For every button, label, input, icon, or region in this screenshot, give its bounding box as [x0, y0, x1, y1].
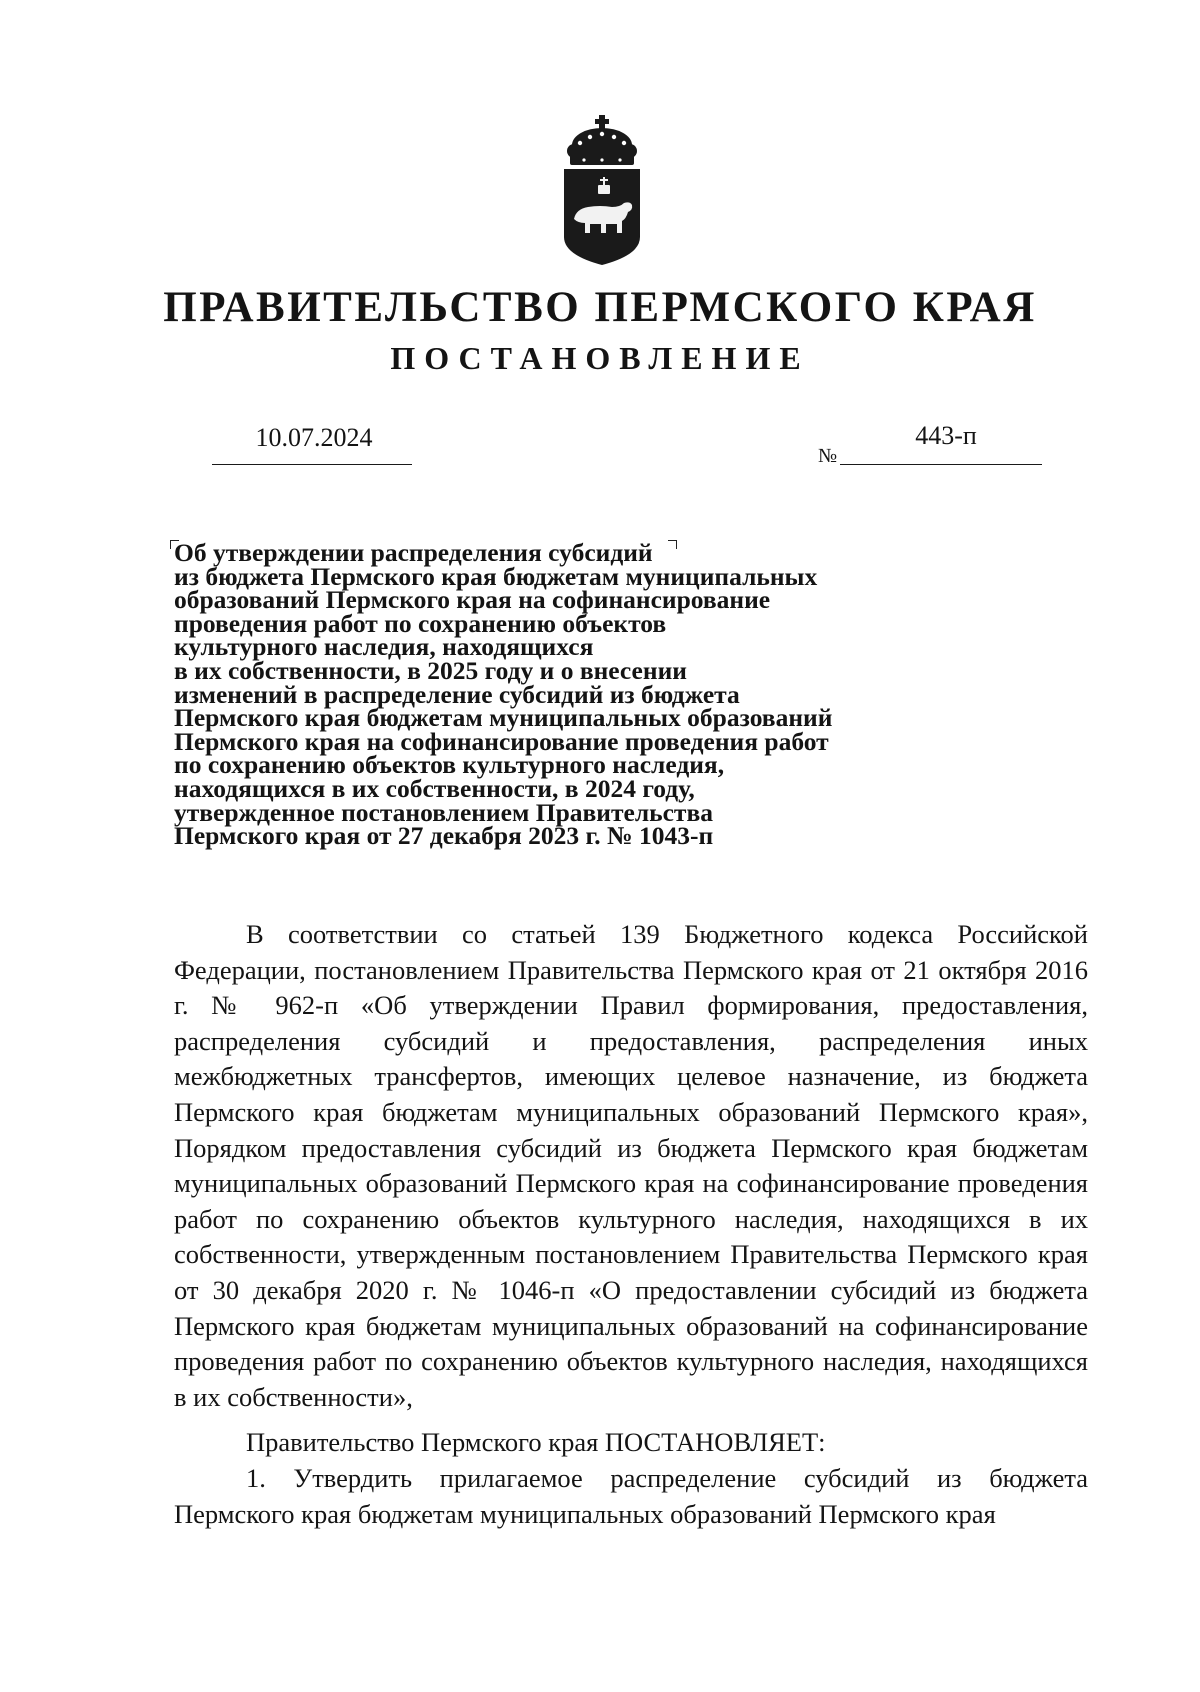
subject-line: изменений в распределение субсидий из бюджета: [174, 679, 740, 709]
subject-line: проведения работ по сохранению объектов: [174, 608, 667, 638]
organization-title: ПРАВИТЕЛЬСТВО ПЕРМСКОГО КРАЯ: [163, 284, 1037, 331]
subject-line: из бюджета Пермского края бюджетам муниципальных: [174, 561, 818, 591]
subject-line: по сохранению объектов культурного наследия,: [174, 750, 725, 780]
subject-line: Пермского края бюджетам муниципальных образований: [174, 703, 833, 733]
document-type-title: ПОСТАНОВЛЕНИЕ: [390, 340, 810, 376]
subject-line: Пермского края на софинансирование проведения работ: [174, 726, 829, 756]
subject-line: Пермского края от 27 декабря 2023 г. № 1043-п: [174, 821, 714, 851]
resolution-paragraph: Правительство Пермского края ПОСТАНОВЛЯЕТ:: [246, 1427, 826, 1458]
item-1-paragraph: 1. Утвердить прилагаемое распределение субсидий из бюджета Пермского края бюджетам муниципальных образований Пермского края: [174, 1462, 1088, 1529]
subject-line: культурного наследия, находящихся: [174, 632, 594, 662]
coat-of-arms-emblem: [560, 115, 644, 265]
subject-line: утвержденное постановлением Правительства: [174, 797, 713, 827]
document-body: [174, 917, 1088, 1532]
document-number: 443-п: [915, 421, 977, 450]
subject-line: образований Пермского края на софинансирование: [174, 585, 771, 615]
crown-icon: [567, 115, 637, 165]
document-date: 10.07.2024: [255, 423, 373, 452]
number-sign: №: [818, 445, 838, 467]
subject-line: находящихся в их собственности, в 2024 году,: [174, 773, 695, 803]
document-subject: [174, 538, 934, 851]
subject-line: в их собственности, в 2025 году и о внесении: [174, 655, 687, 685]
number-underline: [840, 464, 1042, 465]
preamble-paragraph: В соответствии со статьей 139 Бюджетного кодекса Российской Федерации, постановлением Правительства Пермского края от 21 октября 2016 г. № 962-п «Об утверждении Правил формирования, предоставления, распределения субсидий и предоставления, распределения иных межбюджетных трансфертов, имеющих целевое назначение, из бюджета Пермского края бюджетам муниципальных образований Пермского края», Порядком предоставления субсидий из бюджета Пермского края бюджетам муниципальных образований Пермского края на софинансирование проведения работ по сохранению объектов культурного наследия, находящихся в их собственности, утвержденным постановлением Правительства Пермского края от 30 декабря 2020 г. № 1046-п «О предоставлении субсидий из бюджета Пермского края бюджетам муниципальных образований на софинансирование проведения работ по сохранению объектов культурного наследия, находящихся в их собственности»,: [174, 919, 1088, 1412]
date-underline: [212, 464, 412, 465]
subject-line: Об утверждении распределения субсидий: [174, 538, 653, 567]
